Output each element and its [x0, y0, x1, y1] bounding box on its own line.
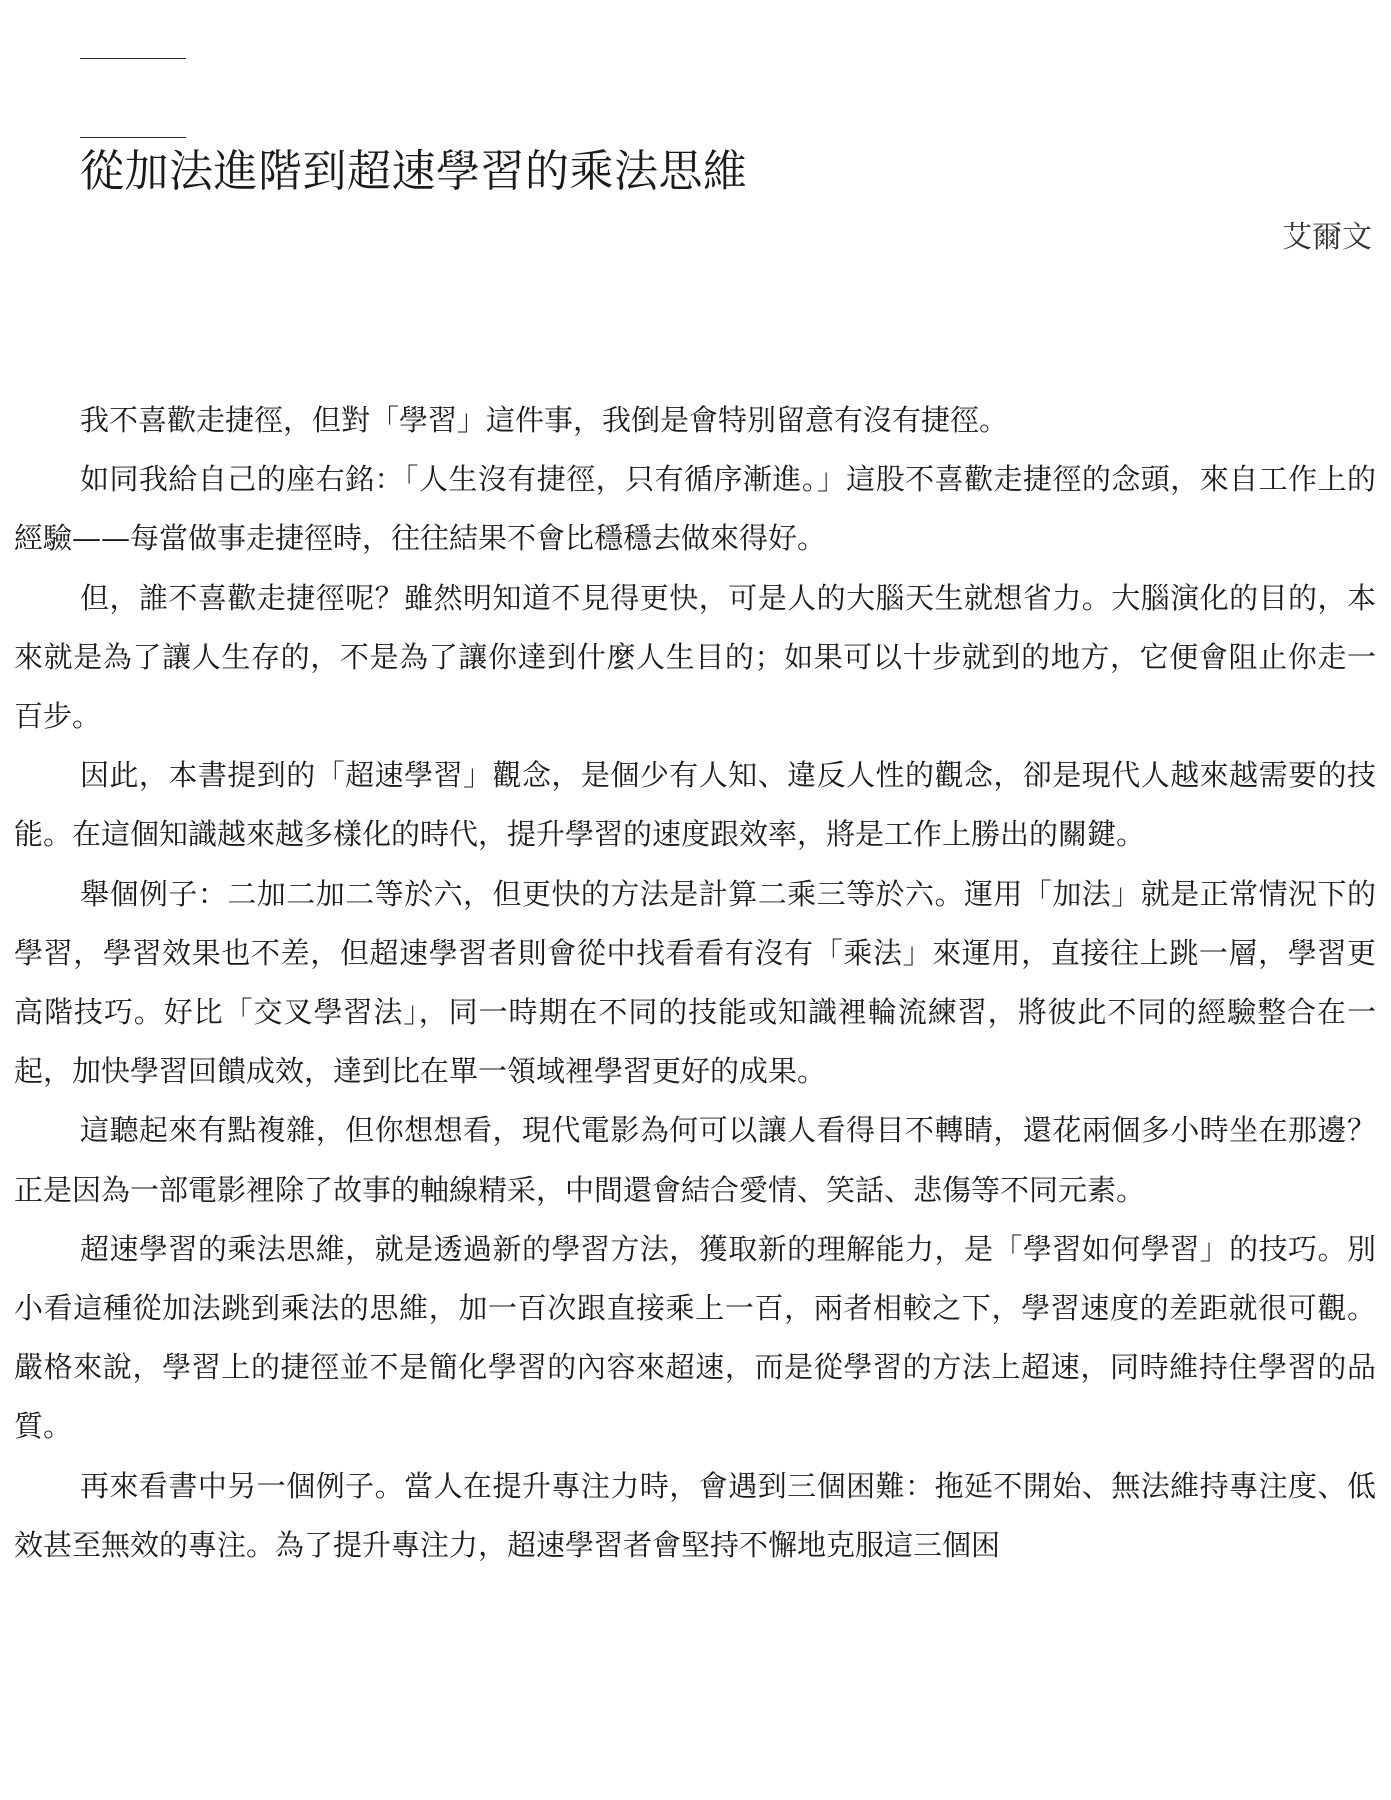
article-body: [14, 391, 1376, 1575]
page-title: 從加法進階到超速學習的乘法思維: [80, 146, 748, 197]
paragraph: 如同我給自己的座右銘：「人生沒有捷徑，只有循序漸進。」這股不喜歡走捷徑的念頭，來自工作上的經驗——每當做事走捷徑時，往往結果不會比穩穩去做來得好。: [14, 462, 1376, 556]
paragraph: 我不喜歡走捷徑，但對「學習」這件事，我倒是會特別留意有沒有捷徑。: [80, 403, 1009, 437]
author-name: 艾爾文: [1282, 220, 1372, 255]
top-rule: [80, 58, 186, 59]
paragraph: 再來看書中另一個例子。當人在提升專注力時，會遇到三個困難：拖延不開始、無法維持專注度、低效甚至無效的專注。為了提升專注力，超速學習者會堅持不懈地克服這三個困: [14, 1468, 1376, 1562]
paragraph: 舉個例子：二加二加二等於六，但更快的方法是計算二乘三等於六。運用「加法」就是正常情況下的學習，學習效果也不差，但超速學習者則會從中找看看有沒有「乘法」來運用，直接往上跳一層，學習更高階技巧。好比「交叉學習法」，同一時期在不同的技能或知識裡輪流練習，將彼此不同的經驗整合在一起，加快學習回饋成效，達到比在單一領域裡學習更好的成果。: [14, 876, 1376, 1089]
paragraph: 因此，本書提到的「超速學習」觀念，是個少有人知、違反人性的觀念，卻是現代人越來越需要的技能。在這個知識越來越多樣化的時代，提升學習的速度跟效率，將是工作上勝出的關鍵。: [14, 758, 1376, 852]
paragraph: 這聽起來有點複雜，但你想想看，現代電影為何可以讓人看得目不轉睛，還花兩個多小時坐在那邊？正是因為一部電影裡除了故事的軸線精采，中間還會結合愛情、笑話、悲傷等不同元素。: [14, 1113, 1376, 1207]
paragraph: 但，誰不喜歡走捷徑呢？雖然明知道不見得更快，可是人的大腦天生就想省力。大腦演化的目的，本來就是為了讓人生存的，不是為了讓你達到什麼人生目的；如果可以十步就到的地方，它便會阻止你走一百步。: [14, 580, 1376, 734]
title-rule: [80, 137, 186, 138]
paragraph: 超速學習的乘法思維，就是透過新的學習方法，獲取新的理解能力，是「學習如何學習」的技巧。別小看這種從加法跳到乘法的思維，加一百次跟直接乘上一百，兩者相較之下，學習速度的差距就很可觀。嚴格來說，學習上的捷徑並不是簡化學習的內容來超速，而是從學習的方法上超速，同時維持住學習的品質。: [14, 1231, 1376, 1444]
